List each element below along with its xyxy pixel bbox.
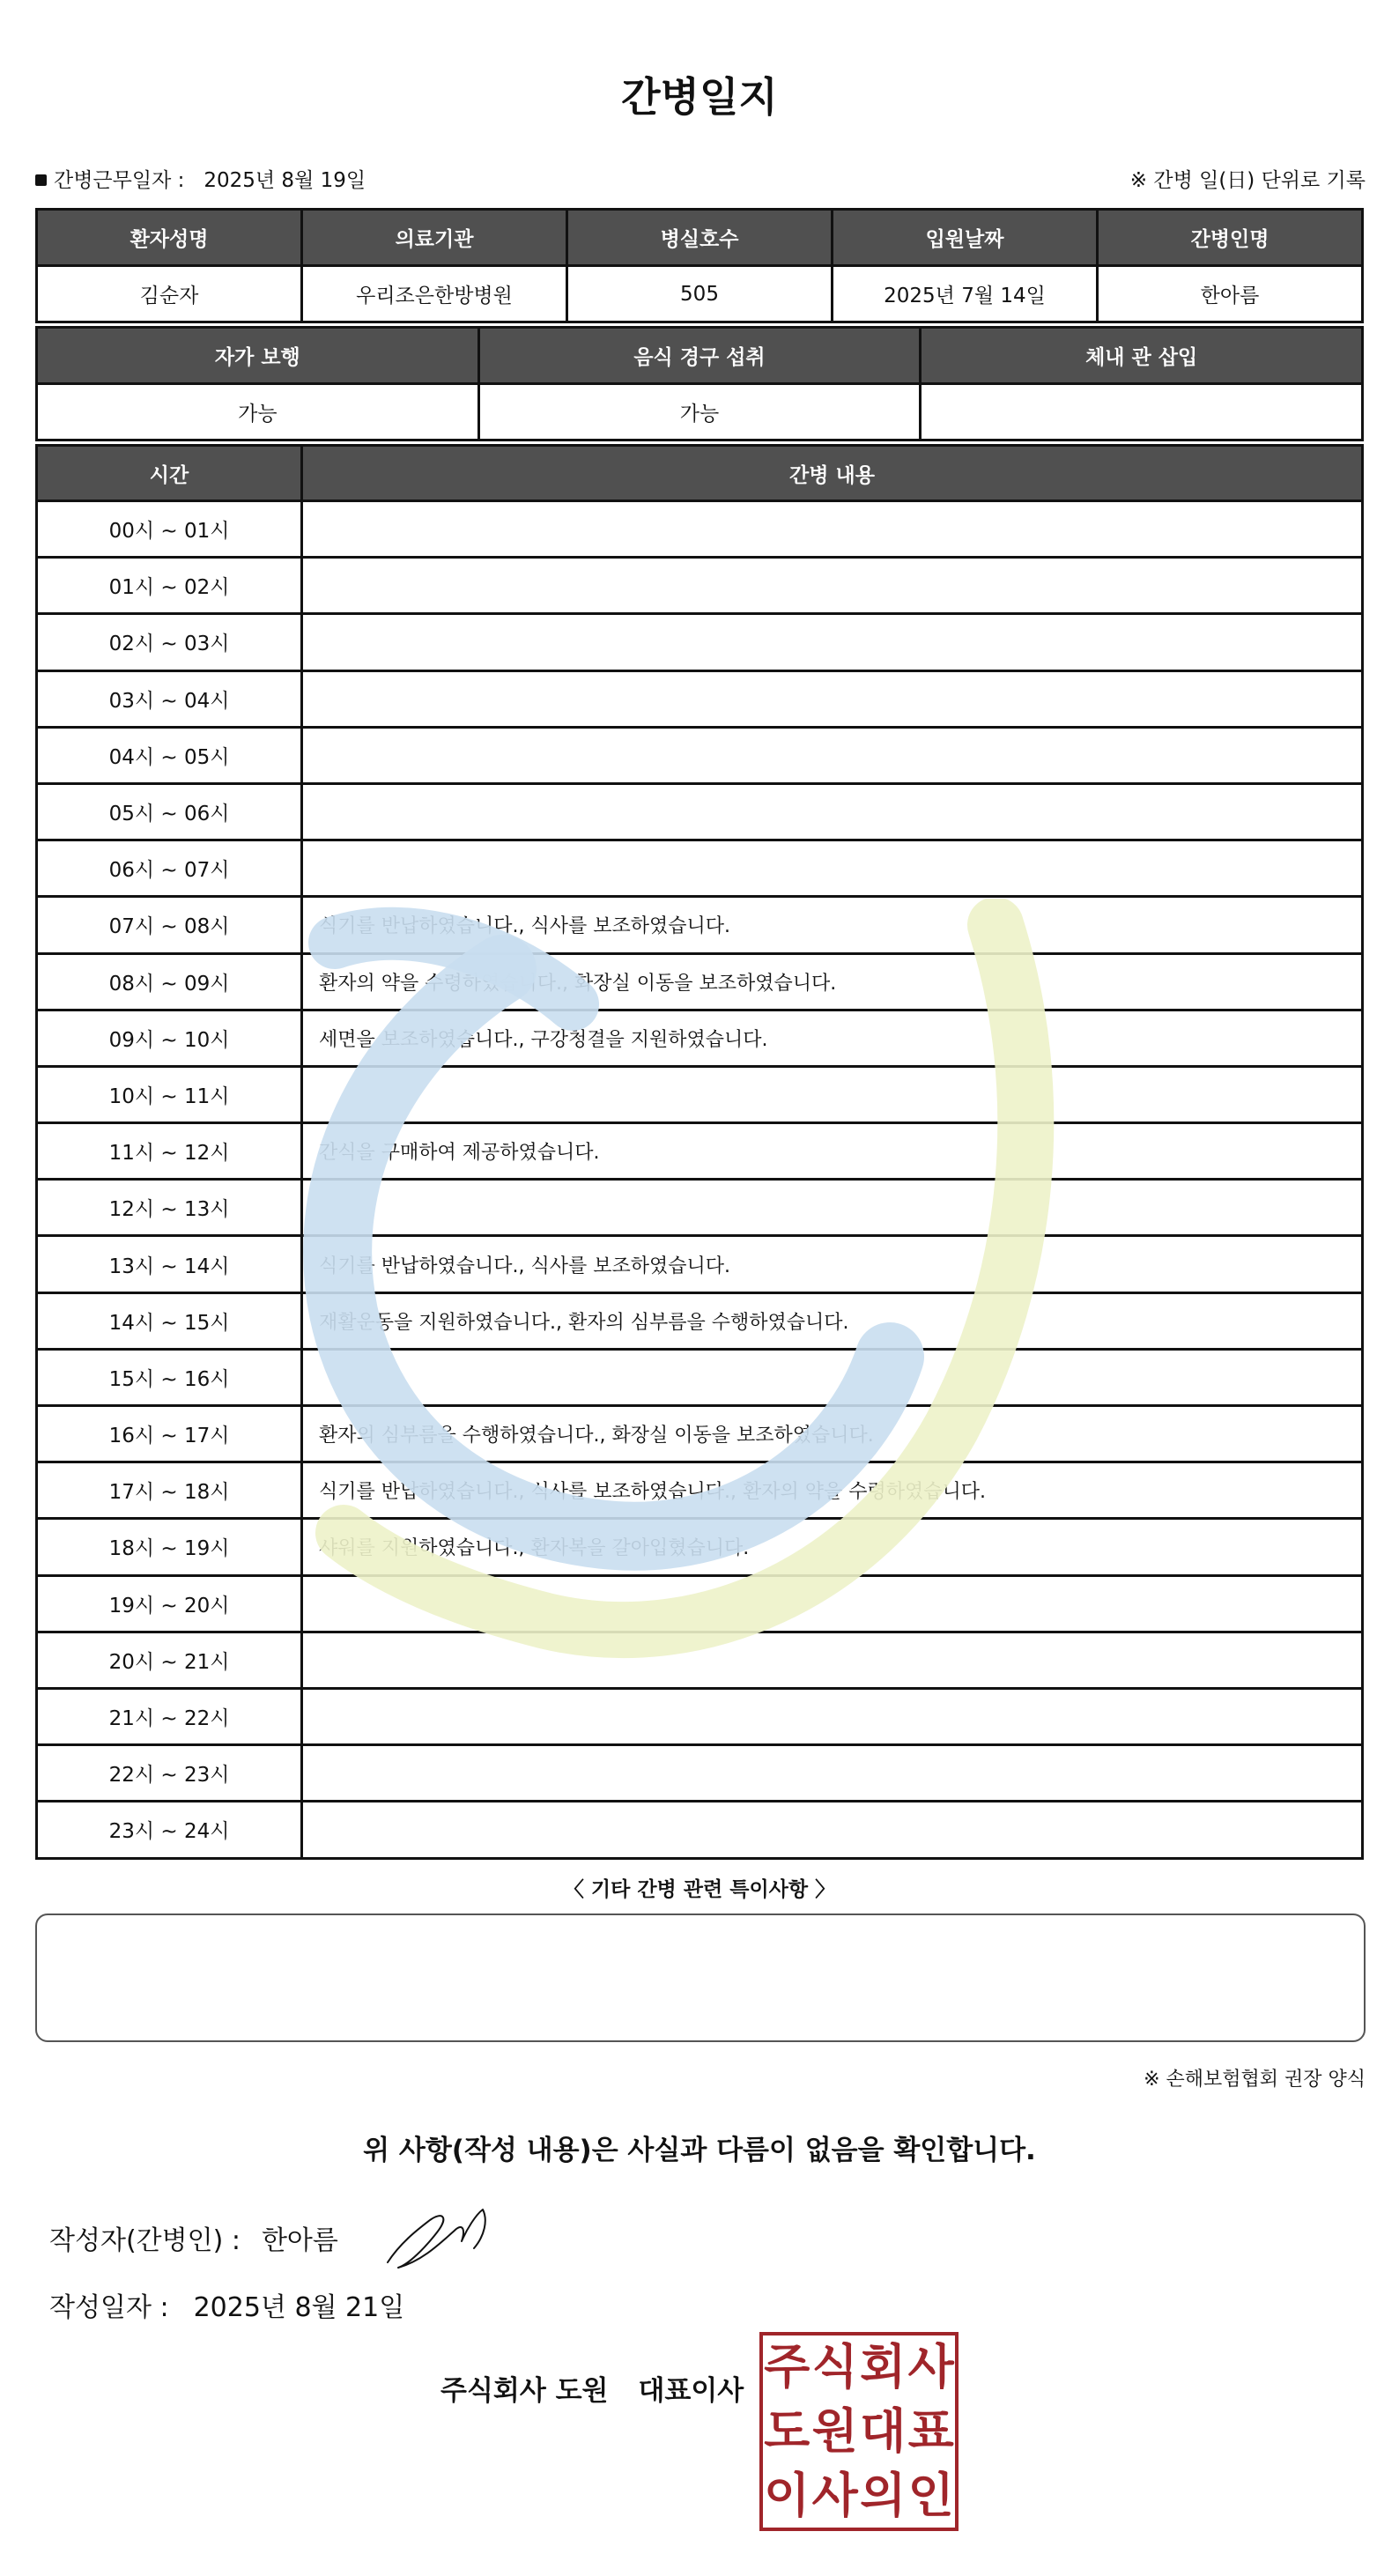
time-cell: 13시 ~ 14시 xyxy=(37,1236,302,1292)
header-patient-name: 환자성명 xyxy=(37,210,302,266)
room-number: 505 xyxy=(567,266,833,322)
special-notes-box xyxy=(35,1913,1366,2042)
table-row xyxy=(37,1462,1363,1519)
stamp-char: 대 xyxy=(860,2402,907,2459)
header-care-content: 간병 내용 xyxy=(302,446,1363,501)
stamp-char: 도 xyxy=(764,2402,811,2459)
care-content-cell: 재활운동을 지원하였습니다., 환자의 심부름을 수행하였습니다. xyxy=(302,1292,1363,1349)
table-row xyxy=(37,1519,1363,1575)
time-cell: 00시 ~ 01시 xyxy=(37,501,302,558)
table-row xyxy=(37,1010,1363,1066)
header-walking: 자가 보행 xyxy=(37,328,479,384)
table-row xyxy=(37,1575,1363,1632)
time-cell: 07시 ~ 08시 xyxy=(37,897,302,953)
time-cell: 21시 ~ 22시 xyxy=(37,1688,302,1744)
time-cell: 09시 ~ 10시 xyxy=(37,1010,302,1066)
stamp-char: 회 xyxy=(860,2339,907,2395)
caregiver-name: 한아름 xyxy=(1098,266,1363,322)
header-room: 병실호수 xyxy=(567,210,833,266)
care-content-cell: 샤워를 지원하였습니다., 환자복을 갈아입혔습니다. xyxy=(302,1519,1363,1575)
form-source-note: ※ 손해보험협회 권장 양식 xyxy=(1144,2069,1366,2091)
hospital-name: 우리조은한방병원 xyxy=(302,266,567,322)
stamp-char: 주 xyxy=(764,2339,811,2395)
table-row xyxy=(37,670,1363,727)
patient-info-table xyxy=(35,208,1364,323)
header-hospital: 의료기관 xyxy=(302,210,567,266)
care-content-cell xyxy=(302,1349,1363,1405)
table-row xyxy=(37,783,1363,840)
stamp-char: 인 xyxy=(907,2467,954,2523)
care-content-cell xyxy=(302,1180,1363,1236)
time-cell: 01시 ~ 02시 xyxy=(37,558,302,614)
company-name: 주식회사 도원 xyxy=(440,2375,609,2407)
table-row xyxy=(37,727,1363,783)
care-log-rows xyxy=(37,501,1363,1859)
writer-line xyxy=(49,2218,338,2257)
care-content-cell xyxy=(302,1745,1363,1802)
unit-note: ※ 간병 일(日) 단위로 기록 xyxy=(1129,169,1366,192)
table-row xyxy=(37,1066,1363,1122)
time-cell: 03시 ~ 04시 xyxy=(37,670,302,727)
care-content-cell xyxy=(302,1802,1363,1858)
time-cell: 08시 ~ 09시 xyxy=(37,953,302,1010)
table-row xyxy=(37,897,1363,953)
time-cell: 16시 ~ 17시 xyxy=(37,1406,302,1462)
header-tube: 체내 관 삽입 xyxy=(921,328,1363,384)
header-caregiver: 간병인명 xyxy=(1098,210,1363,266)
time-cell: 14시 ~ 15시 xyxy=(37,1292,302,1349)
table-row xyxy=(37,614,1363,670)
stamp-char: 이 xyxy=(764,2467,811,2523)
table-row xyxy=(37,1236,1363,1292)
oral-intake-status: 가능 xyxy=(478,384,921,440)
time-cell: 22시 ~ 23시 xyxy=(37,1745,302,1802)
care-content-cell: 식기를 반납하였습니다., 식사를 보조하였습니다. xyxy=(302,1236,1363,1292)
tube-status xyxy=(921,384,1363,440)
square-bullet-icon xyxy=(35,174,47,186)
time-cell: 04시 ~ 05시 xyxy=(37,727,302,783)
care-content-cell xyxy=(302,1688,1363,1744)
care-content-cell xyxy=(302,783,1363,840)
table-row xyxy=(37,1406,1363,1462)
time-cell: 10시 ~ 11시 xyxy=(37,1066,302,1122)
stamp-char: 표 xyxy=(907,2402,954,2459)
special-notes-title: 〈 기타 간병 관련 특이사항 〉 xyxy=(563,1878,836,1901)
work-date-label: 간병근무일자 : xyxy=(54,169,185,192)
table-row xyxy=(37,501,1363,558)
time-cell: 23시 ~ 24시 xyxy=(37,1802,302,1858)
writer-name: 한아름 xyxy=(261,2225,338,2256)
work-date xyxy=(35,164,366,193)
written-date-label: 작성일자 : xyxy=(49,2292,169,2323)
table-row xyxy=(37,1802,1363,1858)
company-ceo-title: 대표이사 xyxy=(638,2375,744,2407)
company-seal-stamp xyxy=(759,2332,959,2531)
stamp-char: 식 xyxy=(811,2339,858,2395)
patient-status-table xyxy=(35,326,1364,441)
stamp-char: 의 xyxy=(860,2467,907,2523)
written-date-value: 2025년 8월 21일 xyxy=(193,2292,405,2323)
care-content-cell xyxy=(302,1066,1363,1122)
header-oral-intake: 음식 경구 섭취 xyxy=(478,328,921,384)
time-cell: 05시 ~ 06시 xyxy=(37,783,302,840)
table-row xyxy=(37,558,1363,614)
stamp-char: 사 xyxy=(811,2467,858,2523)
time-cell: 15시 ~ 16시 xyxy=(37,1349,302,1405)
care-content-cell: 환자의 심부름을 수행하였습니다., 화장실 이동을 보조하였습니다. xyxy=(302,1406,1363,1462)
time-cell: 19시 ~ 20시 xyxy=(37,1575,302,1632)
time-cell: 17시 ~ 18시 xyxy=(37,1462,302,1519)
walking-status: 가능 xyxy=(37,384,479,440)
table-row xyxy=(37,1180,1363,1236)
care-content-cell xyxy=(302,670,1363,727)
care-content-cell: 간식을 구매하여 제공하였습니다. xyxy=(302,1123,1363,1180)
time-cell: 18시 ~ 19시 xyxy=(37,1519,302,1575)
care-log-table xyxy=(35,444,1364,1860)
table-row xyxy=(37,1123,1363,1180)
table-row xyxy=(37,1632,1363,1688)
care-content-cell: 식기를 반납하였습니다., 식사를 보조하였습니다. xyxy=(302,897,1363,953)
table-row xyxy=(37,1745,1363,1802)
writer-label: 작성자(간병인) : xyxy=(49,2225,241,2256)
care-content-cell: 환자의 약을 수령하였습니다., 화장실 이동을 보조하였습니다. xyxy=(302,953,1363,1010)
confirmation-statement: 위 사항(작성 내용)은 사실과 다름이 없음을 확인합니다. xyxy=(363,2135,1036,2166)
header-admission-date: 입원날짜 xyxy=(833,210,1098,266)
table-row xyxy=(37,1292,1363,1349)
header-time: 시간 xyxy=(37,446,302,501)
admission-date: 2025년 7월 14일 xyxy=(833,266,1098,322)
signature-icon xyxy=(379,2194,502,2273)
table-row xyxy=(37,953,1363,1010)
company-signoff xyxy=(440,2368,744,2408)
care-content-cell xyxy=(302,1575,1363,1632)
time-cell: 20시 ~ 21시 xyxy=(37,1632,302,1688)
work-date-value: 2025년 8월 19일 xyxy=(204,169,366,192)
time-cell: 12시 ~ 13시 xyxy=(37,1180,302,1236)
care-content-cell: 세면을 보조하였습니다., 구강청결을 지원하였습니다. xyxy=(302,1010,1363,1066)
care-content-cell xyxy=(302,614,1363,670)
document-title: 간병일지 xyxy=(621,73,778,121)
time-cell: 02시 ~ 03시 xyxy=(37,614,302,670)
care-content-cell xyxy=(302,501,1363,558)
patient-name: 김순자 xyxy=(37,266,302,322)
table-row xyxy=(37,1349,1363,1405)
stamp-char: 사 xyxy=(907,2339,954,2395)
written-date-line xyxy=(49,2285,404,2324)
time-cell: 11시 ~ 12시 xyxy=(37,1123,302,1180)
care-content-cell xyxy=(302,1632,1363,1688)
care-content-cell: 식기를 반납하였습니다., 식사를 보조하였습니다., 환자의 약을 수령하였습니다. xyxy=(302,1462,1363,1519)
table-row xyxy=(37,840,1363,897)
time-cell: 06시 ~ 07시 xyxy=(37,840,302,897)
care-content-cell xyxy=(302,727,1363,783)
stamp-char: 원 xyxy=(811,2402,858,2459)
table-row xyxy=(37,1688,1363,1744)
care-content-cell xyxy=(302,840,1363,897)
care-content-cell xyxy=(302,558,1363,614)
